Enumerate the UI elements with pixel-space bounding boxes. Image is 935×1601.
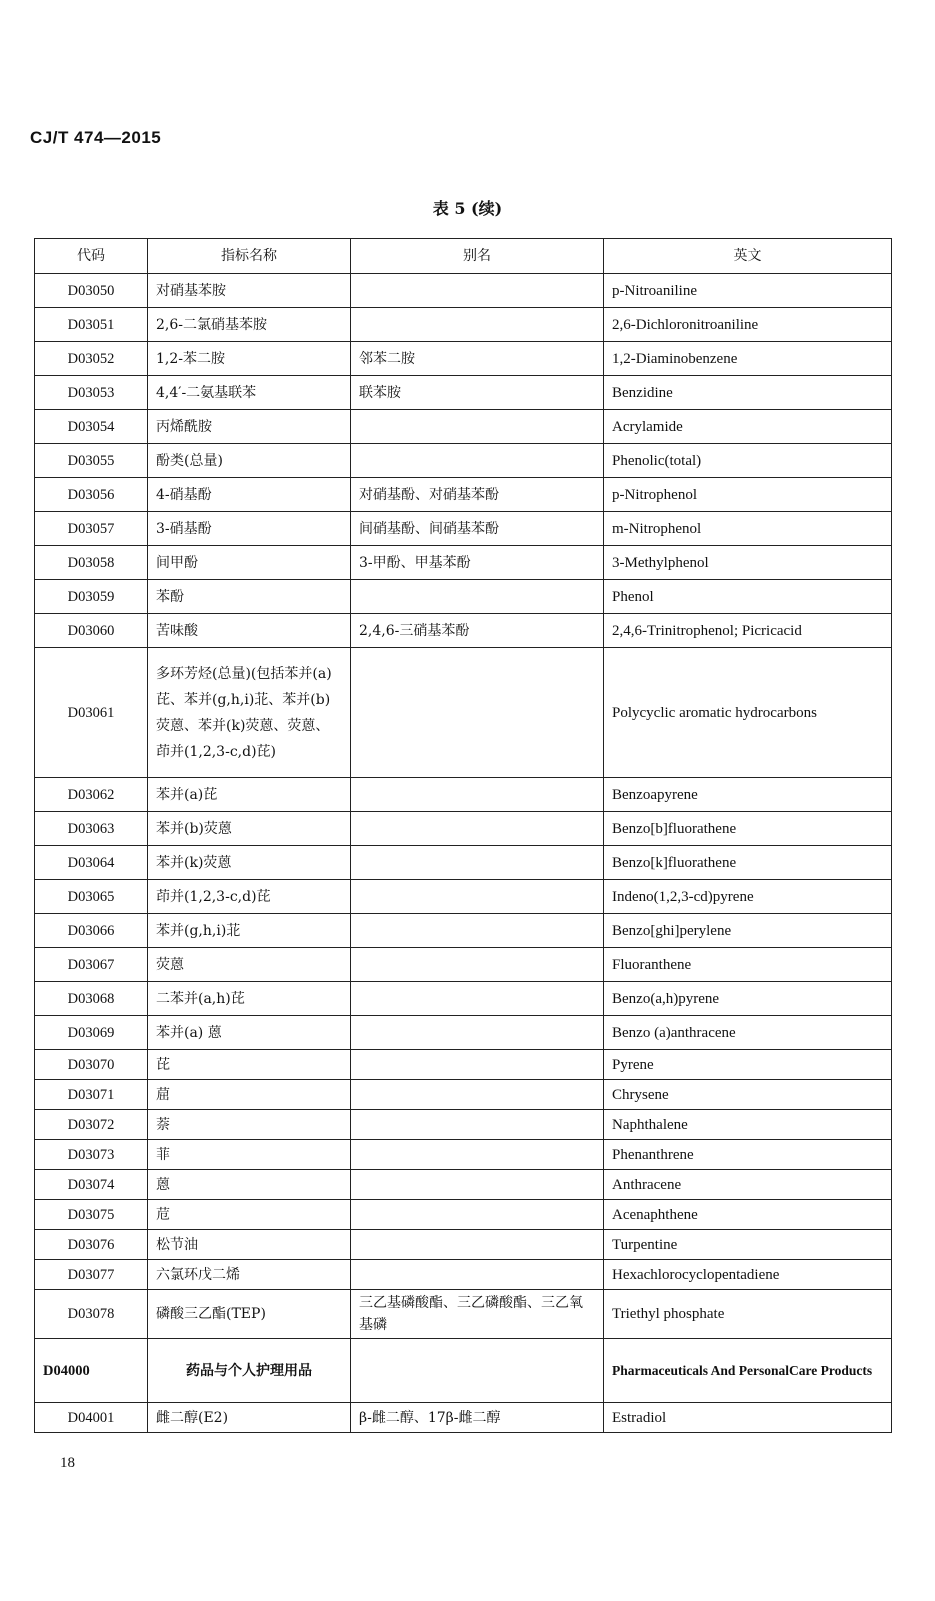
row-english-cell: Hexachlorocyclopentadiene xyxy=(604,1260,892,1290)
row-name-cell: 1,2-苯二胺 xyxy=(148,342,351,376)
row-alias-cell: β-雌二醇、17β-雌二醇 xyxy=(351,1403,604,1433)
row-code-cell: D03065 xyxy=(35,880,148,914)
row-alias-cell: 间硝基酚、间硝基苯酚 xyxy=(351,512,604,546)
row-code-cell: D03058 xyxy=(35,546,148,580)
row-english-cell: Benzo[b]fluorathene xyxy=(604,812,892,846)
row-name-cell: 苯并(a) 蒽 xyxy=(148,1016,351,1050)
table-row xyxy=(35,1403,892,1433)
row-alias-cell xyxy=(351,778,604,812)
row-alias-cell: 联苯胺 xyxy=(351,376,604,410)
row-alias-cell xyxy=(351,948,604,982)
column-header-alias: 别名 xyxy=(351,239,604,274)
table-row xyxy=(35,1170,892,1200)
row-name-cell: 苯并(k)荧蒽 xyxy=(148,846,351,880)
table-row xyxy=(35,274,892,308)
table-row xyxy=(35,614,892,648)
table-row xyxy=(35,948,892,982)
row-code-cell: D03052 xyxy=(35,342,148,376)
row-code-cell: D03069 xyxy=(35,1016,148,1050)
row-alias-cell xyxy=(351,308,604,342)
row-code-cell: D03056 xyxy=(35,478,148,512)
row-name-cell: 芘 xyxy=(148,1050,351,1080)
row-code-cell: D04000 xyxy=(35,1339,148,1403)
table-row xyxy=(35,1339,892,1403)
row-alias-cell xyxy=(351,1230,604,1260)
row-name-cell: 4-硝基酚 xyxy=(148,478,351,512)
table-title: 表 5 (续) xyxy=(432,199,503,218)
row-name-cell: 萘 xyxy=(148,1110,351,1140)
row-name-cell: 茚并(1,2,3-c,d)芘 xyxy=(148,880,351,914)
table-row xyxy=(35,648,892,778)
row-name-cell: 苯酚 xyxy=(148,580,351,614)
row-english-cell: Benzoapyrene xyxy=(604,778,892,812)
row-name-cell: 二苯并(a,h)芘 xyxy=(148,982,351,1016)
row-name-cell: 雌二醇(E2) xyxy=(148,1403,351,1433)
row-code-cell: D03068 xyxy=(35,982,148,1016)
table-row xyxy=(35,914,892,948)
row-alias-cell: 对硝基酚、对硝基苯酚 xyxy=(351,478,604,512)
table-body xyxy=(35,274,892,1433)
row-english-cell: Turpentine xyxy=(604,1230,892,1260)
row-name-cell: 药品与个人护理用品 xyxy=(148,1339,351,1403)
row-alias-cell: 3-甲酚、甲基苯酚 xyxy=(351,546,604,580)
row-name-cell: 苊 xyxy=(148,1200,351,1230)
table-header-row xyxy=(35,239,892,274)
row-english-cell: Benzo(a,h)pyrene xyxy=(604,982,892,1016)
row-english-cell: Phenolic(total) xyxy=(604,444,892,478)
row-code-cell: D03074 xyxy=(35,1170,148,1200)
row-name-cell: 苯并(g,h,i)苝 xyxy=(148,914,351,948)
row-code-cell: D03073 xyxy=(35,1140,148,1170)
row-alias-cell xyxy=(351,1170,604,1200)
row-name-cell: 䓛 xyxy=(148,1080,351,1110)
table-row xyxy=(35,846,892,880)
row-alias-cell xyxy=(351,1200,604,1230)
table-row xyxy=(35,512,892,546)
row-code-cell: D03066 xyxy=(35,914,148,948)
row-alias-cell xyxy=(351,1339,604,1403)
table-row xyxy=(35,308,892,342)
row-code-cell: D03075 xyxy=(35,1200,148,1230)
row-code-cell: D03071 xyxy=(35,1080,148,1110)
row-code-cell: D03077 xyxy=(35,1260,148,1290)
table-row xyxy=(35,812,892,846)
row-alias-cell: 邻苯二胺 xyxy=(351,342,604,376)
row-name-cell: 苦味酸 xyxy=(148,614,351,648)
table-row xyxy=(35,1050,892,1080)
row-english-cell: m-Nitrophenol xyxy=(604,512,892,546)
row-english-cell: p-Nitroaniline xyxy=(604,274,892,308)
row-code-cell: D03057 xyxy=(35,512,148,546)
column-header-english: 英文 xyxy=(604,239,892,274)
row-alias-cell xyxy=(351,444,604,478)
table-row xyxy=(35,410,892,444)
table-row xyxy=(35,1230,892,1260)
row-alias-cell xyxy=(351,812,604,846)
table-row xyxy=(35,546,892,580)
row-code-cell: D03061 xyxy=(35,648,148,778)
row-code-cell: D03064 xyxy=(35,846,148,880)
table-row xyxy=(35,1110,892,1140)
row-name-cell: 丙烯酰胺 xyxy=(148,410,351,444)
row-alias-cell xyxy=(351,1050,604,1080)
row-english-cell: Fluoranthene xyxy=(604,948,892,982)
row-code-cell: D03067 xyxy=(35,948,148,982)
row-name-cell: 3-硝基酚 xyxy=(148,512,351,546)
row-english-cell: Phenanthrene xyxy=(604,1140,892,1170)
row-alias-cell: 2,4,6-三硝基苯酚 xyxy=(351,614,604,648)
row-english-cell: 1,2-Diaminobenzene xyxy=(604,342,892,376)
row-name-cell: 松节油 xyxy=(148,1230,351,1260)
row-english-cell: Chrysene xyxy=(604,1080,892,1110)
row-name-cell: 4,4′-二氨基联苯 xyxy=(148,376,351,410)
table-row xyxy=(35,580,892,614)
row-alias-cell xyxy=(351,1140,604,1170)
row-english-cell: 3-Methylphenol xyxy=(604,546,892,580)
table-row xyxy=(35,1140,892,1170)
standard-code: CJ/T 474—2015 xyxy=(30,128,162,147)
row-code-cell: D03076 xyxy=(35,1230,148,1260)
row-english-cell: Triethyl phosphate xyxy=(604,1290,892,1339)
row-english-cell: Acrylamide xyxy=(604,410,892,444)
row-alias-cell xyxy=(351,1080,604,1110)
table-row xyxy=(35,1016,892,1050)
row-english-cell: Pharmaceuticals And PersonalCare Products xyxy=(604,1339,892,1403)
row-name-cell: 对硝基苯胺 xyxy=(148,274,351,308)
row-alias-cell xyxy=(351,648,604,778)
row-code-cell: D03070 xyxy=(35,1050,148,1080)
row-english-cell: Benzidine xyxy=(604,376,892,410)
row-english-cell: Phenol xyxy=(604,580,892,614)
row-english-cell: Anthracene xyxy=(604,1170,892,1200)
row-name-cell: 酚类(总量) xyxy=(148,444,351,478)
row-code-cell: D03059 xyxy=(35,580,148,614)
table-row xyxy=(35,478,892,512)
row-english-cell: Estradiol xyxy=(604,1403,892,1433)
table-row xyxy=(35,342,892,376)
row-code-cell: D03055 xyxy=(35,444,148,478)
row-code-cell: D03053 xyxy=(35,376,148,410)
row-code-cell: D03072 xyxy=(35,1110,148,1140)
page-number: 18 xyxy=(60,1455,75,1471)
row-code-cell: D03050 xyxy=(35,274,148,308)
row-code-cell: D03063 xyxy=(35,812,148,846)
row-name-cell: 荧蒽 xyxy=(148,948,351,982)
row-alias-cell xyxy=(351,880,604,914)
row-name-cell: 苯并(b)荧蒽 xyxy=(148,812,351,846)
row-alias-cell xyxy=(351,410,604,444)
table-row xyxy=(35,1290,892,1339)
table-row xyxy=(35,444,892,478)
row-alias-cell xyxy=(351,1016,604,1050)
table-row xyxy=(35,376,892,410)
row-code-cell: D03078 xyxy=(35,1290,148,1339)
row-code-cell: D04001 xyxy=(35,1403,148,1433)
row-name-cell: 磷酸三乙酯(TEP) xyxy=(148,1290,351,1339)
row-alias-cell: 三乙基磷酸酯、三乙磷酸酯、三乙氧基磷 xyxy=(351,1290,604,1339)
row-name-cell: 间甲酚 xyxy=(148,546,351,580)
row-alias-cell xyxy=(351,914,604,948)
row-code-cell: D03054 xyxy=(35,410,148,444)
table-row xyxy=(35,1080,892,1110)
row-name-cell: 六氯环戊二烯 xyxy=(148,1260,351,1290)
row-name-cell: 菲 xyxy=(148,1140,351,1170)
row-english-cell: Indeno(1,2,3-cd)pyrene xyxy=(604,880,892,914)
row-alias-cell xyxy=(351,274,604,308)
row-code-cell: D03051 xyxy=(35,308,148,342)
row-alias-cell xyxy=(351,982,604,1016)
table-row xyxy=(35,982,892,1016)
row-english-cell: Benzo[ghi]perylene xyxy=(604,914,892,948)
row-english-cell: Benzo[k]fluorathene xyxy=(604,846,892,880)
row-alias-cell xyxy=(351,846,604,880)
row-name-cell: 多环芳烃(总量)(包括苯并(a)芘、苯并(g,h,i)苝、苯并(b)荧蒽、苯并(k)荧蒽、荧蒽、茚并(1,2,3-c,d)芘) xyxy=(148,648,351,778)
row-english-cell: Benzo (a)anthracene xyxy=(604,1016,892,1050)
column-header-name: 指标名称 xyxy=(148,239,351,274)
row-english-cell: Naphthalene xyxy=(604,1110,892,1140)
column-header-code: 代码 xyxy=(35,239,148,274)
indicator-table xyxy=(34,238,892,1433)
row-name-cell: 苯并(a)芘 xyxy=(148,778,351,812)
row-english-cell: Acenaphthene xyxy=(604,1200,892,1230)
row-alias-cell xyxy=(351,1260,604,1290)
row-english-cell: 2,6-Dichloronitroaniline xyxy=(604,308,892,342)
row-name-cell: 蒽 xyxy=(148,1170,351,1200)
row-english-cell: p-Nitrophenol xyxy=(604,478,892,512)
table-row xyxy=(35,778,892,812)
row-name-cell: 2,6-二氯硝基苯胺 xyxy=(148,308,351,342)
row-alias-cell xyxy=(351,580,604,614)
row-english-cell: Polycyclic aromatic hydrocarbons xyxy=(604,648,892,778)
table-row xyxy=(35,1200,892,1230)
row-english-cell: Pyrene xyxy=(604,1050,892,1080)
row-english-cell: 2,4,6-Trinitrophenol; Picricacid xyxy=(604,614,892,648)
row-alias-cell xyxy=(351,1110,604,1140)
table-row xyxy=(35,1260,892,1290)
row-code-cell: D03060 xyxy=(35,614,148,648)
table-row xyxy=(35,880,892,914)
row-code-cell: D03062 xyxy=(35,778,148,812)
